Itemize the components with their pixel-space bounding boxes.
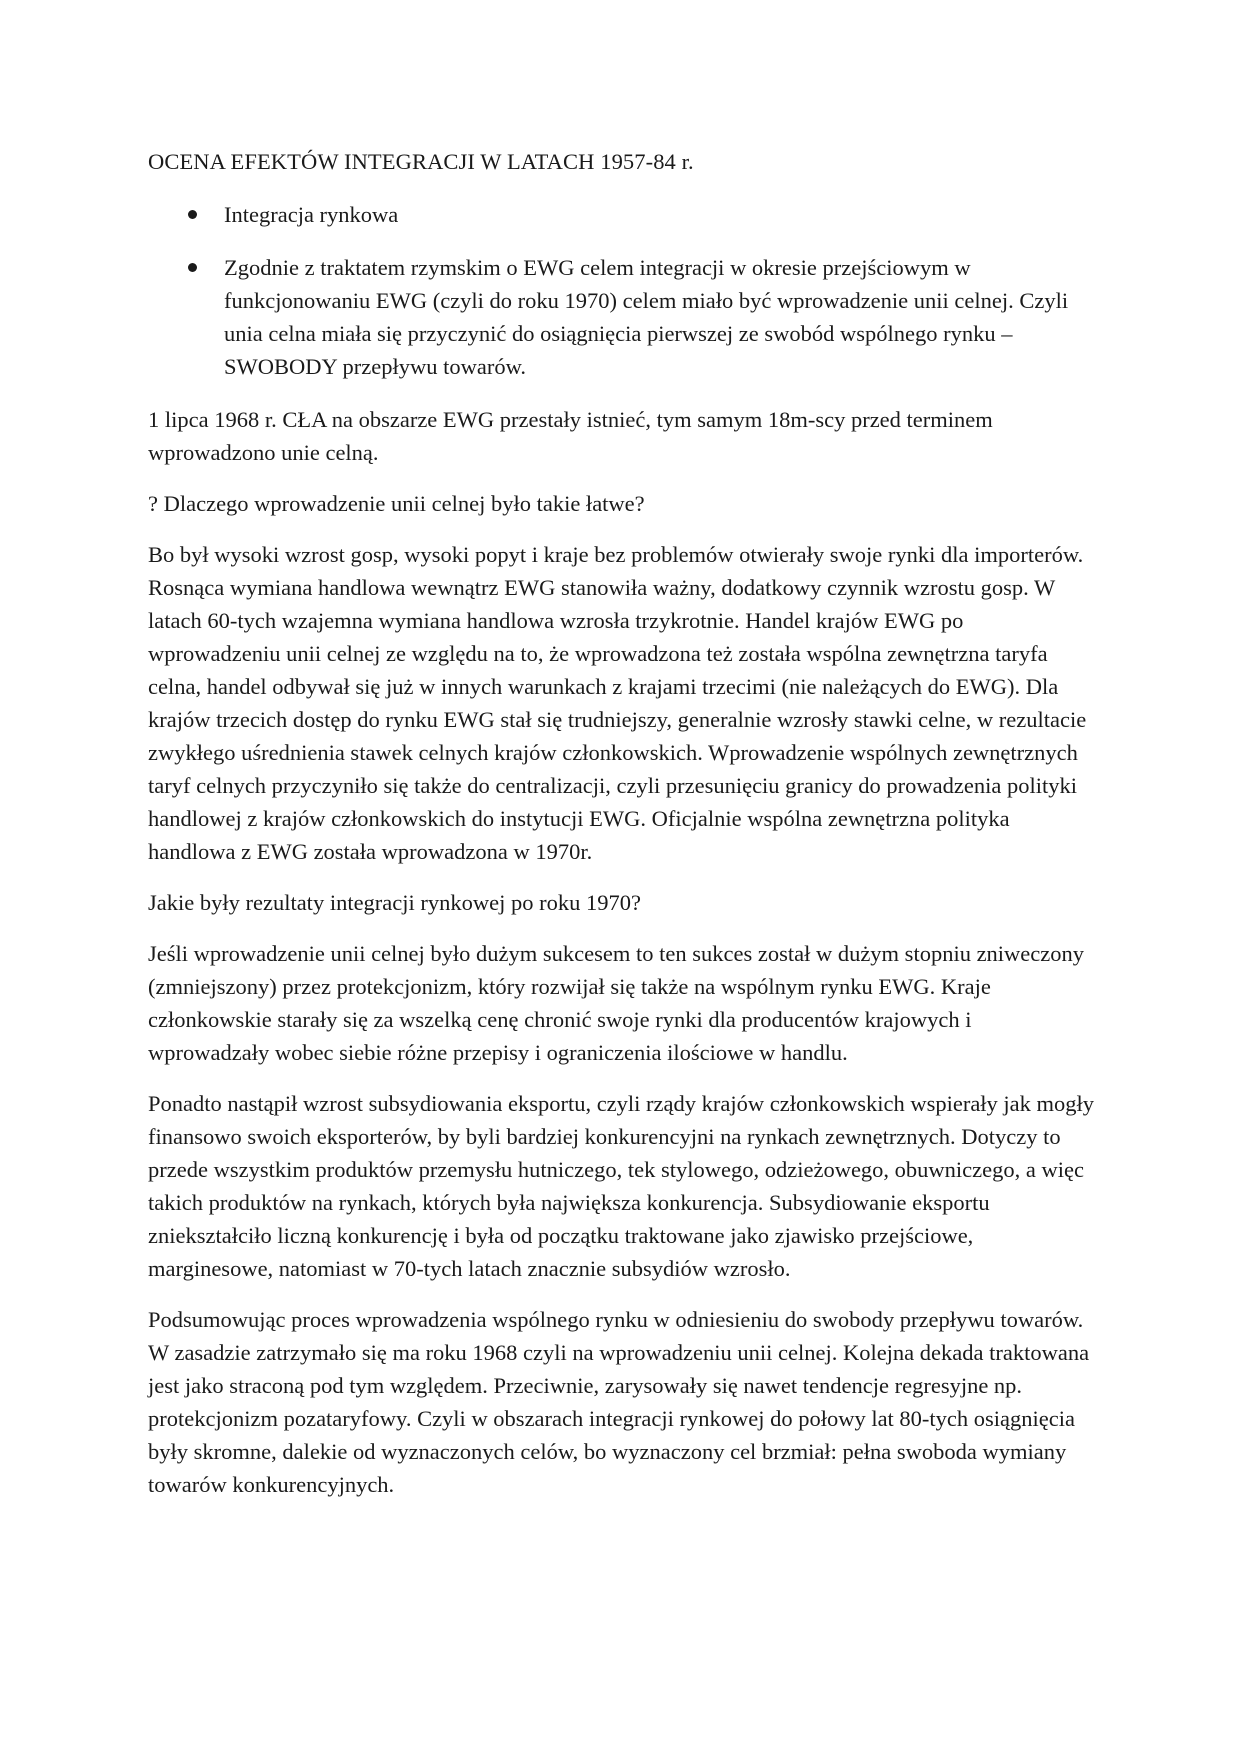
- bullet-item: [148, 251, 1098, 383]
- paragraph-protectionism: Jeśli wprowadzenie unii celnej było dużym sukcesem to ten sukces został w dużym stopniu zniweczony (zmniejszony) przez protekcjonizm, który rozwijał się także na wspólnym rynku EWG. Kraje członkowskie starały się za wszelką cenę chronić swoje rynki dla producentów krajowych i wprowadzały wobec siebie różne przepisy i ograniczenia ilościowe w handlu.: [148, 941, 1085, 1065]
- bullet-item: [148, 198, 1098, 231]
- paragraph-subsidies: Ponadto nastąpił wzrost subsydiowania eksportu, czyli rządy krajów członkowskich wspierały jak mogły finansowo swoich eksporterów, by byli bardziej konkurencyjni na rynkach zewnętrznych. Dotyczy to przede wszystkim produktów przemysłu hutniczego, tek stylowego, odzieżowego, obuwniczego, a więc takich produktów na rynkach, których była największa konkurencja. Subsydiowanie eksportu zniekształciło liczną konkurencję i była od początku traktowane jako zjawisko przejściowe, marginesowe, natomiast w 70-tych latach znacznie subsydiów wzrosło.: [148, 1091, 1095, 1281]
- bullet-icon: [188, 263, 197, 272]
- paragraph-customs-date: 1 lipca 1968 r. CŁA na obszarze EWG przestały istnieć, tym samym 18m-scy przed terminem wprowadzono unie celną.: [148, 407, 993, 465]
- bullet-text: Zgodnie z traktatem rzymskim o EWG celem integracji w okresie przejściowym w funkcjonowaniu EWG (czyli do roku 1970) celem miało być wprowadzenie unii celnej. Czyli unia celna miała się przyczynić do osiągnięcia pierwszej ze swobód wspólnego rynku –SWOBODY przepływu towarów.: [224, 255, 1069, 379]
- document-title: OCENA EFEKTÓW INTEGRACJI W LATACH 1957-84 r.: [148, 149, 694, 174]
- document-page: [148, 145, 1098, 1519]
- bullet-icon: [188, 210, 197, 219]
- paragraph-growth: Bo był wysoki wzrost gosp, wysoki popyt i kraje bez problemów otwierały swoje rynki dla importerów. Rosnąca wymiana handlowa wewnątrz EWG stanowiła ważny, dodatkowy czynnik wzrostu gosp. W latach 60-tych wzajemna wymiana handlowa wzrosła trzykrotnie. Handel krajów EWG po wprowadzeniu unii celnej ze względu na to, że wprowadzona też została wspólna zewnętrzna taryfa celna, handel odbywał się już w innych warunkach z krajami trzecimi (nie należących do EWG). Dla krajów trzecich dostęp do rynku EWG stał się trudniejszy, generalnie wzrosły stawki celne, w rezultacie zwykłego uśrednienia stawek celnych krajów członkowskich. Wprowadzenie wspólnych zewnętrznych taryf celnych przyczyniło się także do centralizacji, czyli przesunięciu granicy do prowadzenia polityki handlowej z krajów członkowskich do instytucji EWG. Oficjalnie wspólna zewnętrzna polityka handlowa z EWG została wprowadzona w 1970r.: [148, 542, 1087, 864]
- bullet-text: Integracja rynkowa: [224, 202, 399, 227]
- question-heading: Jakie były rezultaty integracji rynkowej po roku 1970?: [148, 890, 641, 915]
- bullet-list: [148, 198, 1098, 383]
- paragraph-summary: Podsumowując proces wprowadzenia wspólnego rynku w odniesieniu do swobody przepływu towarów. W zasadzie zatrzymało się ma roku 1968 czyli na wprowadzeniu unii celnej. Kolejna dekada traktowana jest jako straconą pod tym względem. Przeciwnie, zarysowały się nawet tendencje regresyjne np. protekcjonizm pozataryfowy. Czyli w obszarach integracji rynkowej do połowy lat 80-tych osiągnięcia były skromne, dalekie od wyznaczonych celów, bo wyznaczony cel brzmiał: pełna swoboda wymiany towarów konkurencyjnych.: [148, 1307, 1090, 1497]
- question-heading: ? Dlaczego wprowadzenie unii celnej było takie łatwe?: [148, 491, 645, 516]
